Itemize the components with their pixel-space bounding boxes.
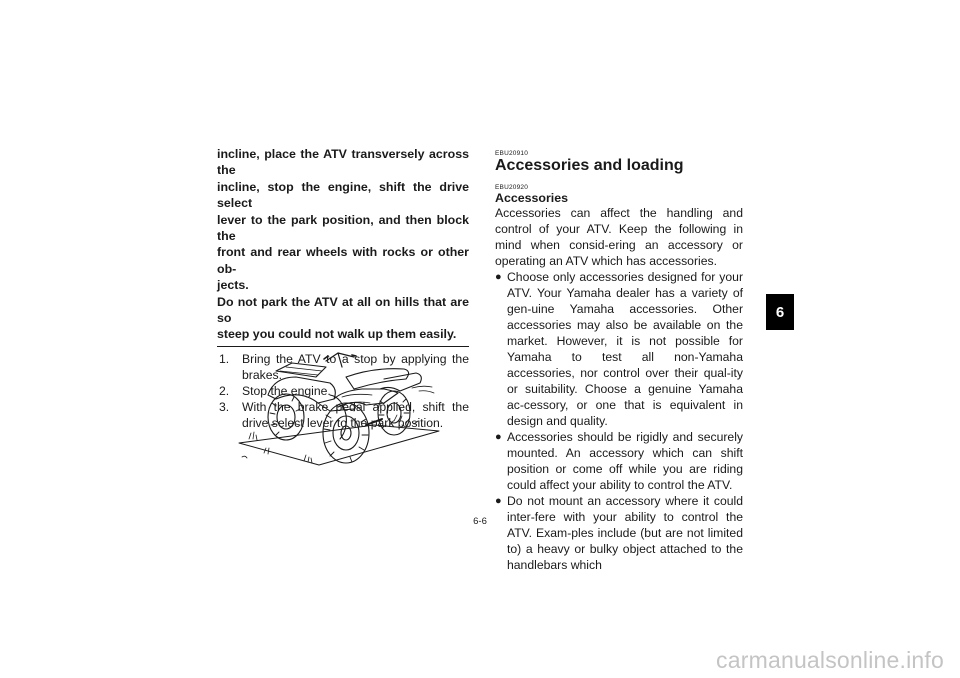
list-item [495, 269, 743, 429]
warning-line: incline, stop the engine, shift the drive select [217, 179, 469, 211]
list-item-text: Accessories should be rigidly and securely mounted. An accessory which can shift position or come off while you are riding could affect your ability to control the ATV. [507, 430, 743, 492]
bullet-icon: ● [495, 271, 502, 283]
accessories-intro: Accessories can affect the handling and control of your ATV. Keep the following in mind when consid-ering an accessory or operating an ATV which has accessories. [495, 206, 743, 268]
bullet-icon: ● [495, 495, 502, 507]
watermark: carmanualsonline.info [716, 647, 944, 673]
accessory-guidelines [495, 269, 743, 573]
right-column [495, 150, 743, 573]
warning-line: incline, place the ATV transversely across the [217, 147, 469, 178]
atv-parked-on-incline-illustration [234, 333, 454, 478]
step-number: 3. [219, 399, 230, 414]
warning-line: Do not park the ATV at all on hills that are so [217, 294, 469, 326]
warning-line: jects. [217, 278, 249, 293]
list-item [495, 493, 743, 573]
section-title: Accessories and loading [495, 157, 684, 174]
list-item-text: Do not mount an accessory where it could inter-fere with your ability to control the ATV. Exam-ples include (but are not limited to) a heavy or bulky object attached to the handlebars which [507, 494, 743, 572]
step-text: With the brake pedal applied, shift the drive select lever to the park position. [242, 399, 469, 430]
step-number: 1. [219, 351, 230, 366]
list-item [495, 429, 743, 493]
warning-line: lever to the park position, and then block the [217, 212, 469, 244]
page-number: 6-6 [473, 516, 487, 527]
subsection-reference-code: EBU20920 [495, 184, 529, 191]
subsection-title: Accessories [495, 191, 569, 205]
list-item-text: Choose only accessories designed for your ATV. Your Yamaha dealer has a variety of gen-uine Yamaha accessories. Other accessories may also be available on the market. However, it is not possible for Yamaha to test all non-Yamaha accessories, nor control over their qual-ity or suitability. Choose a genuine Yamaha ac-cessory, or one that is equivalent in design and quality. [507, 270, 743, 428]
step-text: Bring the ATV to a stop by applying the brakes. [242, 351, 469, 382]
chapter-tab: 6 [766, 294, 794, 330]
section-reference-code: EBU20910 [495, 150, 529, 157]
step-text: Stop the engine. [242, 383, 331, 398]
step-number: 2. [219, 383, 230, 398]
warning-line: front and rear wheels with rocks or other ob- [217, 245, 469, 276]
warning-line: steep you could not walk up them easily. [217, 327, 457, 342]
bullet-icon: ● [495, 431, 502, 443]
warning-text [217, 146, 469, 343]
